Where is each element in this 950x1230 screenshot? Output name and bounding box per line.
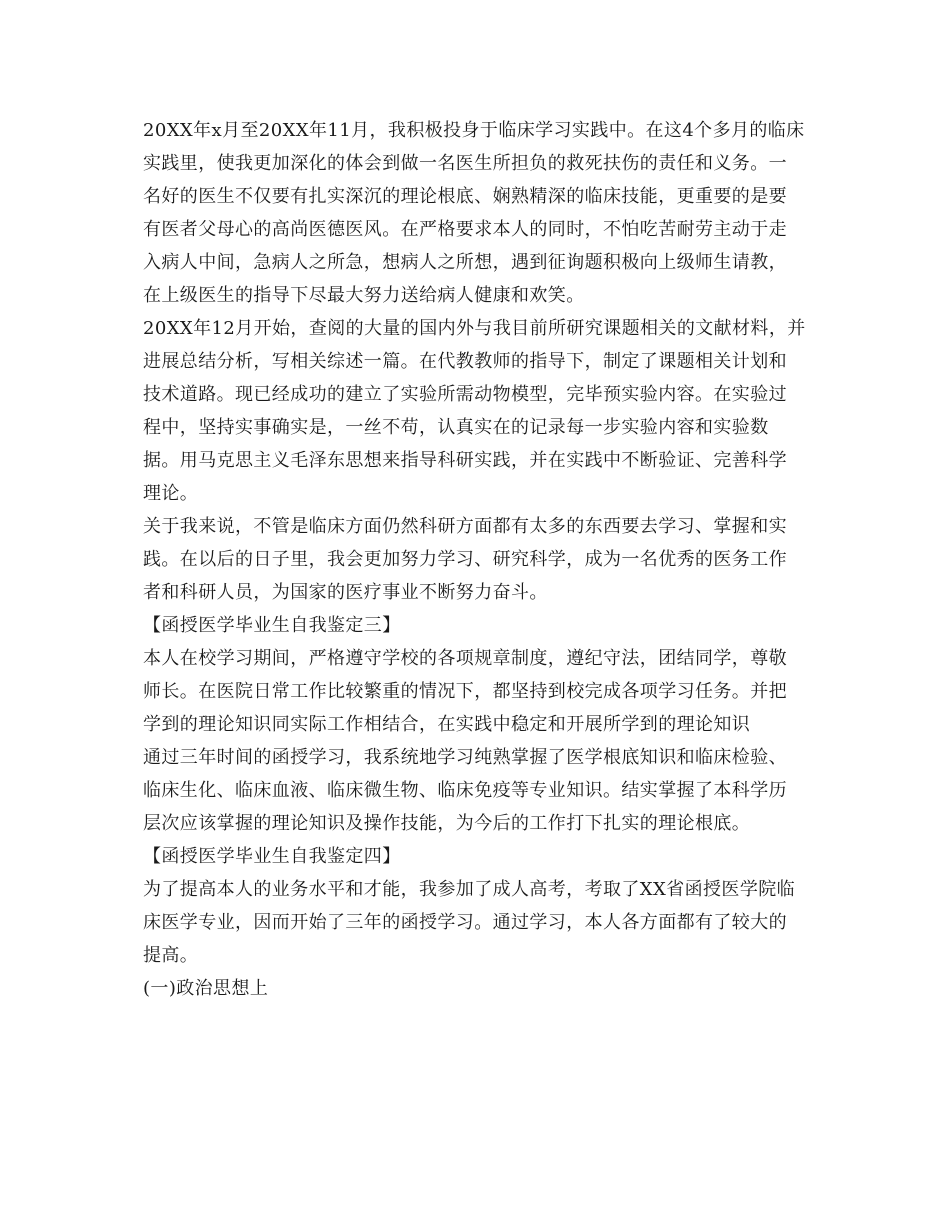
text-line: 关于我来说，不管是临床方面仍然科研方面都有太多的东西要去学习、掌握和实 [143, 516, 787, 537]
text-line: 层次应该掌握的理论知识及操作技能，为今后的工作打下扎实的理论根底。 [143, 813, 751, 834]
text-line: 床医学专业，因而开始了三年的函授学习。通过学习，本人各方面都有了较大的 [143, 912, 787, 933]
text-line: 技术道路。现已经成功的建立了实验所需动物模型，完毕预实验内容。在实验过 [143, 384, 787, 405]
text-line: 程中，坚持实事确实是，一丝不苟，认真实在的记录每一步实验内容和实验数 [143, 417, 769, 438]
text-line: 进展总结分析，写相关综述一篇。在代教教师的指导下，制定了课题相关计划和 [143, 351, 787, 372]
text-line: 实践里，使我更加深化的体会到做一名医生所担负的救死扶伤的责任和义务。一 [143, 153, 787, 174]
subsection-heading: (一)政治思想上 [143, 978, 269, 999]
text-line: 提高。 [143, 945, 199, 966]
text-line: 有医者父母心的高尚医德医风。在严格要求本人的同时，不怕吃苦耐劳主动于走 [143, 219, 787, 240]
text-line: 者和科研人员，为国家的医疗事业不断努力奋斗。 [143, 582, 548, 603]
text-line: 学到的理论知识同实际工作相结合，在实践中稳定和开展所学到的理论知识 [143, 714, 751, 735]
text-line: 师长。在医院日常工作比较繁重的情况下，都坚持到校完成各项学习任务。并把 [143, 681, 787, 702]
text-line: 20XX年x月至20XX年11月，我积极投身于临床学习实践中。在这4个多月的临床 [143, 120, 805, 141]
section-heading: 【函授医学毕业生自我鉴定三】 [143, 615, 401, 636]
text-line: 名好的医生不仅要有扎实深沉的理论根底、娴熟精深的临床技能，更重要的是要 [143, 186, 787, 207]
text-line: 践。在以后的日子里，我会更加努力学习、研究科学，成为一名优秀的医务工作 [143, 549, 787, 570]
text-line: 20XX年12月开始，查阅的大量的国内外与我目前所研究课题相关的文献材料，并 [143, 318, 806, 339]
text-line: 为了提高本人的业务水平和才能，我参加了成人高考，考取了XX省函授医学院临 [143, 879, 796, 900]
text-line: 通过三年时间的函授学习，我系统地学习纯熟掌握了医学根底知识和临床检验、 [143, 747, 787, 768]
text-line: 理论。 [143, 483, 199, 504]
text-line: 据。用马克思主义毛泽东思想来指导科研实践，并在实践中不断验证、完善科学 [143, 450, 787, 471]
text-line: 在上级医生的指导下尽最大努力送给病人健康和欢笑。 [143, 285, 585, 306]
text-line: 入病人中间，急病人之所急，想病人之所想，遇到征询题积极向上级师生请教， [143, 252, 787, 273]
text-line: 临床生化、临床血液、临床微生物、临床免疫等专业知识。结实掌握了本科学历 [143, 780, 787, 801]
text-line: 本人在校学习期间，严格遵守学校的各项规章制度，遵纪守法，团结同学，尊敬 [143, 648, 787, 669]
section-heading: 【函授医学毕业生自我鉴定四】 [143, 846, 401, 867]
